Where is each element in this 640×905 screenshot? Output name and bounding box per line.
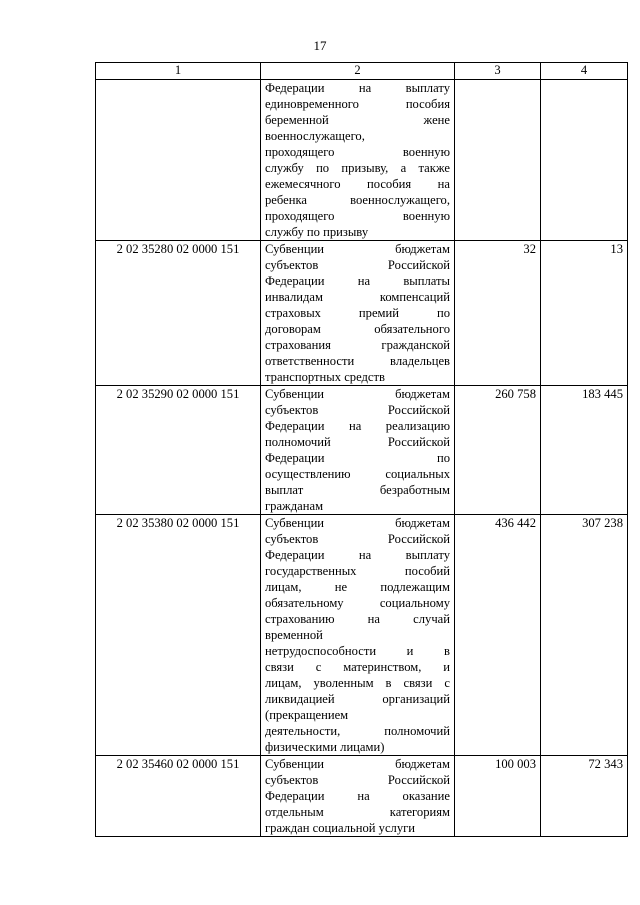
description-line: выплат безработным: [265, 483, 450, 497]
description-line: службу по призыву, а также: [265, 161, 450, 175]
table-body: [96, 80, 628, 837]
amount-col4-cell: 13: [541, 241, 628, 386]
description-line: Субвенции бюджетам: [265, 387, 450, 401]
amount-col4-cell: 307 238: [541, 515, 628, 756]
header-row: [96, 63, 628, 80]
page-number: 17: [313, 38, 327, 53]
revenue-code-cell: 2 02 35380 02 0000 151: [96, 515, 261, 756]
description-line: субъектов Российской: [265, 258, 450, 272]
amount-col4-cell: 183 445: [541, 386, 628, 515]
description-line: транспортных средств: [265, 370, 385, 384]
table-row: [96, 241, 628, 386]
description-line: службу по призыву: [265, 225, 369, 239]
description-line: Субвенции бюджетам: [265, 516, 450, 530]
amount-col3-cell: 100 003: [455, 756, 541, 837]
description-line: лицам, уволенным в связи с: [265, 676, 450, 690]
description-line: единовременного пособия: [265, 97, 450, 111]
description-line: Субвенции бюджетам: [265, 242, 450, 256]
budget-table: [95, 62, 628, 837]
description-line: Федерации на выплаты: [265, 274, 450, 288]
description-cell: [261, 241, 455, 386]
amount-col3-cell: 32: [455, 241, 541, 386]
table-row: [96, 80, 628, 241]
description-line: субъектов Российской: [265, 532, 450, 546]
amount-col4-cell: 72 343: [541, 756, 628, 837]
description-line: Федерации на реализацию: [265, 419, 450, 433]
description-line: Субвенции бюджетам: [265, 757, 450, 771]
description-line: временной: [265, 628, 323, 642]
description-line: Федерации на выплату: [265, 81, 450, 95]
column-header-4: 4: [541, 63, 628, 80]
amount-col4-cell: [541, 80, 628, 241]
description-line: проходящего военную: [265, 209, 450, 223]
description-line: гражданам: [265, 499, 324, 513]
description-line: ребенка военнослужащего,: [265, 193, 450, 207]
description-line: ответственности владельцев: [265, 354, 450, 368]
description-line: субъектов Российской: [265, 773, 450, 787]
description-cell: [261, 756, 455, 837]
revenue-code-cell: 2 02 35280 02 0000 151: [96, 241, 261, 386]
description-line: граждан социальной услуги: [265, 821, 416, 835]
description-line: (прекращением: [265, 708, 349, 722]
description-line: договорам обязательного: [265, 322, 450, 336]
description-line: проходящего военную: [265, 145, 450, 159]
amount-col3-cell: [455, 80, 541, 241]
description-cell: [261, 80, 455, 241]
table-row: [96, 756, 628, 837]
description-line: военнослужащего,: [265, 129, 365, 143]
description-line: субъектов Российской: [265, 403, 450, 417]
amount-col3-cell: 436 442: [455, 515, 541, 756]
revenue-code-cell: [96, 80, 261, 241]
amount-col3-cell: 260 758: [455, 386, 541, 515]
column-header-2: 2: [261, 63, 455, 80]
description-line: осуществлению социальных: [265, 467, 450, 481]
description-line: связи с материнством, и: [265, 660, 450, 674]
description-line: Федерации на оказание: [265, 789, 450, 803]
revenue-code-cell: 2 02 35460 02 0000 151: [96, 756, 261, 837]
description-line: лицам, не подлежащим: [265, 580, 450, 594]
description-line: страхования гражданской: [265, 338, 450, 352]
description-line: Федерации по: [265, 451, 450, 465]
description-line: деятельности, полномочий: [265, 724, 450, 738]
description-line: нетрудоспособности и в: [265, 644, 450, 658]
table-row: [96, 386, 628, 515]
description-line: полномочий Российской: [265, 435, 450, 449]
description-line: страховых премий по: [265, 306, 450, 320]
description-line: физическими лицами): [265, 740, 385, 754]
table-row: [96, 515, 628, 756]
description-line: ликвидацией организаций: [265, 692, 450, 706]
description-line: обязательному социальному: [265, 596, 450, 610]
description-line: отдельным категориям: [265, 805, 450, 819]
description-line: ежемесячного пособия на: [265, 177, 450, 191]
column-header-1: 1: [96, 63, 261, 80]
description-line: инвалидам компенсаций: [265, 290, 450, 304]
description-line: страхованию на случай: [265, 612, 450, 626]
description-cell: [261, 515, 455, 756]
description-line: государственных пособий: [265, 564, 450, 578]
description-line: Федерации на выплату: [265, 548, 450, 562]
revenue-code-cell: 2 02 35290 02 0000 151: [96, 386, 261, 515]
description-line: беременной жене: [265, 113, 450, 127]
column-header-3: 3: [455, 63, 541, 80]
description-cell: [261, 386, 455, 515]
